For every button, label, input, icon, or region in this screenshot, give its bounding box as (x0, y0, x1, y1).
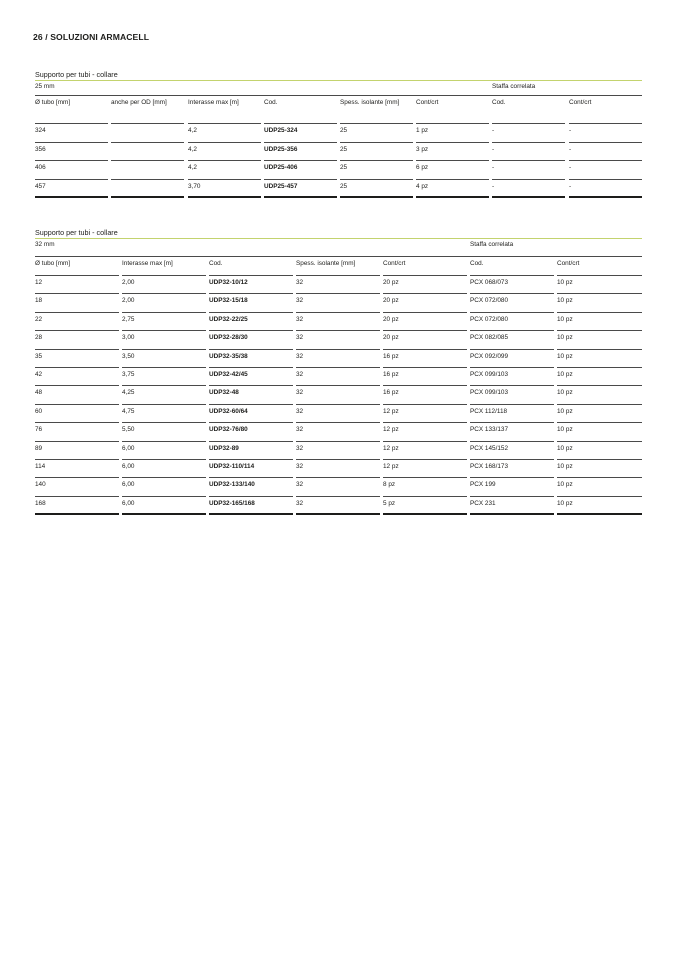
table-cell: 6,00 (122, 460, 206, 478)
table-cell: UDP32-48 (209, 386, 293, 404)
table-cell: 20 pz (383, 331, 467, 349)
table-cell: UDP25-324 (264, 124, 337, 143)
related-bracket-label: Staffa correlata (492, 83, 536, 90)
table-cell: 12 pz (383, 442, 467, 460)
table-cell: 168 (35, 497, 119, 515)
table-cell: 32 (296, 331, 380, 349)
table-cell: 3,50 (122, 350, 206, 368)
table-cell: 4,75 (122, 405, 206, 423)
table-cell (111, 143, 184, 162)
table-cell: 32 (296, 423, 380, 441)
table-cell: 5,50 (122, 423, 206, 441)
table-cell (111, 180, 184, 199)
related-bracket-label: Staffa correlata (470, 241, 514, 248)
table-row (35, 331, 642, 349)
table-cell: UDP32-15/18 (209, 294, 293, 312)
table-cell: - (569, 180, 642, 199)
table-cell: 2,00 (122, 276, 206, 294)
table-cell: UDP32-110/114 (209, 460, 293, 478)
table-cell: PCX 168/173 (470, 460, 554, 478)
table-row (35, 161, 642, 180)
table-cell: 10 pz (557, 442, 642, 460)
table-cell: UDP32-28/30 (209, 331, 293, 349)
table-cell: 20 pz (383, 294, 467, 312)
col-pipe-od-header: Ø tubo [mm] (35, 96, 108, 124)
table-cell: 10 pz (557, 386, 642, 404)
table-cell: UDP25-406 (264, 161, 337, 180)
table-cell: - (492, 143, 565, 162)
col-code-header: Cod. (264, 96, 337, 124)
table-cell: 32 (296, 478, 380, 496)
table-cell: 32 (296, 460, 380, 478)
table-header-row (35, 257, 642, 276)
table-cell: 25 (340, 124, 413, 143)
table-cell: 4,25 (122, 386, 206, 404)
table-cell: 32 (296, 313, 380, 331)
table-cell: 10 pz (557, 350, 642, 368)
table-body (35, 276, 642, 515)
table-cell: - (569, 143, 642, 162)
table-row (35, 124, 642, 143)
table-cell: - (569, 161, 642, 180)
table-title: Supporto per tubi - collare (35, 228, 118, 237)
col-code-header: Cod. (209, 257, 293, 276)
col-pipe-od-header: Ø tubo [mm] (35, 257, 119, 276)
table-cell: UDP32-133/140 (209, 478, 293, 496)
table-row (35, 143, 642, 162)
table-cell: 22 (35, 313, 119, 331)
table-cell: 32 (296, 442, 380, 460)
table-cell: UDP32-76/80 (209, 423, 293, 441)
table-row (35, 180, 642, 199)
table-cell: PCX 082/085 (470, 331, 554, 349)
table-cell: 28 (35, 331, 119, 349)
table-cell: 25 (340, 161, 413, 180)
table-cell: PCX 099/103 (470, 368, 554, 386)
table-cell: PCX 068/073 (470, 276, 554, 294)
table-cell: 3,70 (188, 180, 261, 199)
table-cell: 406 (35, 161, 108, 180)
col-insulation-header: Spess. isolante [mm] (340, 96, 413, 124)
table-cell: 32 (296, 276, 380, 294)
table-cell: 4 pz (416, 180, 489, 199)
table-cell: 16 pz (383, 350, 467, 368)
table-cell: 4,2 (188, 124, 261, 143)
table-cell: PCX 231 (470, 497, 554, 515)
table-cell: 3,00 (122, 331, 206, 349)
table-header-row (35, 96, 642, 124)
table-cell (111, 124, 184, 143)
table-cell: 4,2 (188, 161, 261, 180)
table-cell: 35 (35, 350, 119, 368)
table-cell: 5 pz (383, 497, 467, 515)
table-cell: 10 pz (557, 423, 642, 441)
table-cell: 6,00 (122, 497, 206, 515)
table-cell: PCX 072/080 (470, 313, 554, 331)
table-cell: UDP25-457 (264, 180, 337, 199)
table-cell: UDP32-10/12 (209, 276, 293, 294)
table-cell: 356 (35, 143, 108, 162)
table-cell: 12 pz (383, 423, 467, 441)
table-cell: PCX 112/118 (470, 405, 554, 423)
table-cell: - (569, 124, 642, 143)
table-row (35, 423, 642, 441)
table-cell: 18 (35, 294, 119, 312)
col-bracket-qty-header: Cont/crt (557, 257, 642, 276)
table-cell: UDP32-35/38 (209, 350, 293, 368)
table-cell: 6,00 (122, 478, 206, 496)
table-cell: 48 (35, 386, 119, 404)
table-row (35, 386, 642, 404)
table-cell: 32 (296, 350, 380, 368)
table-cell: 20 pz (383, 313, 467, 331)
table-cell: 6,00 (122, 442, 206, 460)
table-cell: 10 pz (557, 478, 642, 496)
table-cell: 16 pz (383, 386, 467, 404)
table-cell: PCX 133/137 (470, 423, 554, 441)
col-qty-box-header: Cont/crt (383, 257, 467, 276)
table-cell: 12 pz (383, 460, 467, 478)
table-row (35, 442, 642, 460)
table-cell: UDP32-89 (209, 442, 293, 460)
table-cell: 32 (296, 386, 380, 404)
table-cell: 3 pz (416, 143, 489, 162)
table-cell: 10 pz (557, 331, 642, 349)
table-cell: PCX 092/099 (470, 350, 554, 368)
table-body (35, 124, 642, 198)
table-row (35, 313, 642, 331)
col-max-span-header: Interasse max [m] (122, 257, 206, 276)
table-cell: 32 (296, 405, 380, 423)
table-cell: 2,00 (122, 294, 206, 312)
col-insulation-header: Spess. isolante [mm] (296, 257, 380, 276)
size-label: 32 mm (35, 241, 55, 248)
col-bracket-code-header: Cod. (492, 96, 565, 124)
table-cell (111, 161, 184, 180)
table-udp25 (35, 69, 642, 198)
table-cell: 114 (35, 460, 119, 478)
col-max-span-header: Interasse max [m] (188, 96, 261, 124)
size-band-row (35, 239, 642, 257)
table-cell: 324 (35, 124, 108, 143)
table-cell: 10 pz (557, 313, 642, 331)
col-bracket-code-header: Cod. (470, 257, 554, 276)
table-cell: 42 (35, 368, 119, 386)
table-row (35, 405, 642, 423)
table-cell: 6 pz (416, 161, 489, 180)
table-cell: UDP25-356 (264, 143, 337, 162)
table-row (35, 478, 642, 496)
table-cell: 12 pz (383, 405, 467, 423)
table-cell: - (492, 161, 565, 180)
table-cell: 10 pz (557, 405, 642, 423)
table-cell: 457 (35, 180, 108, 199)
col-also-od-header: anche per OD [mm] (111, 96, 184, 124)
col-qty-box-header: Cont/crt (416, 96, 489, 124)
table-title: Supporto per tubi - collare (35, 70, 118, 79)
table-cell: 10 pz (557, 497, 642, 515)
table-cell: UDP32-42/45 (209, 368, 293, 386)
table-cell: 76 (35, 423, 119, 441)
table-cell: 32 (296, 368, 380, 386)
table-row (35, 294, 642, 312)
table-cell: PCX 145/152 (470, 442, 554, 460)
page-header: 26 / SOLUZIONI ARMACELL (33, 32, 150, 42)
table-cell: 140 (35, 478, 119, 496)
table-cell: 10 pz (557, 368, 642, 386)
table-cell: - (492, 124, 565, 143)
table-cell: 1 pz (416, 124, 489, 143)
table-cell: PCX 099/103 (470, 386, 554, 404)
table-cell: 2,75 (122, 313, 206, 331)
col-bracket-qty-header: Cont/crt (569, 96, 642, 124)
table-row (35, 497, 642, 515)
table-cell: PCX 072/080 (470, 294, 554, 312)
table-cell: 3,75 (122, 368, 206, 386)
table-cell: 89 (35, 442, 119, 460)
table-cell: UDP32-60/64 (209, 405, 293, 423)
table-cell: UDP32-22/25 (209, 313, 293, 331)
table-cell: PCX 199 (470, 478, 554, 496)
table-cell: 8 pz (383, 478, 467, 496)
table-udp32 (35, 227, 642, 515)
table-cell: 4,2 (188, 143, 261, 162)
table-cell: 25 (340, 180, 413, 199)
table-cell: 20 pz (383, 276, 467, 294)
table-cell: 16 pz (383, 368, 467, 386)
table-row (35, 276, 642, 294)
table-cell: - (492, 180, 565, 199)
size-band-row (35, 81, 642, 96)
table-cell: 10 pz (557, 294, 642, 312)
table-cell: 25 (340, 143, 413, 162)
table-row (35, 460, 642, 478)
table-cell: UDP32-165/168 (209, 497, 293, 515)
table-cell: 10 pz (557, 460, 642, 478)
table-cell: 32 (296, 497, 380, 515)
table-cell: 10 pz (557, 276, 642, 294)
table-cell: 32 (296, 294, 380, 312)
table-cell: 60 (35, 405, 119, 423)
table-row (35, 368, 642, 386)
table-cell: 12 (35, 276, 119, 294)
size-label: 25 mm (35, 83, 55, 90)
table-row (35, 350, 642, 368)
